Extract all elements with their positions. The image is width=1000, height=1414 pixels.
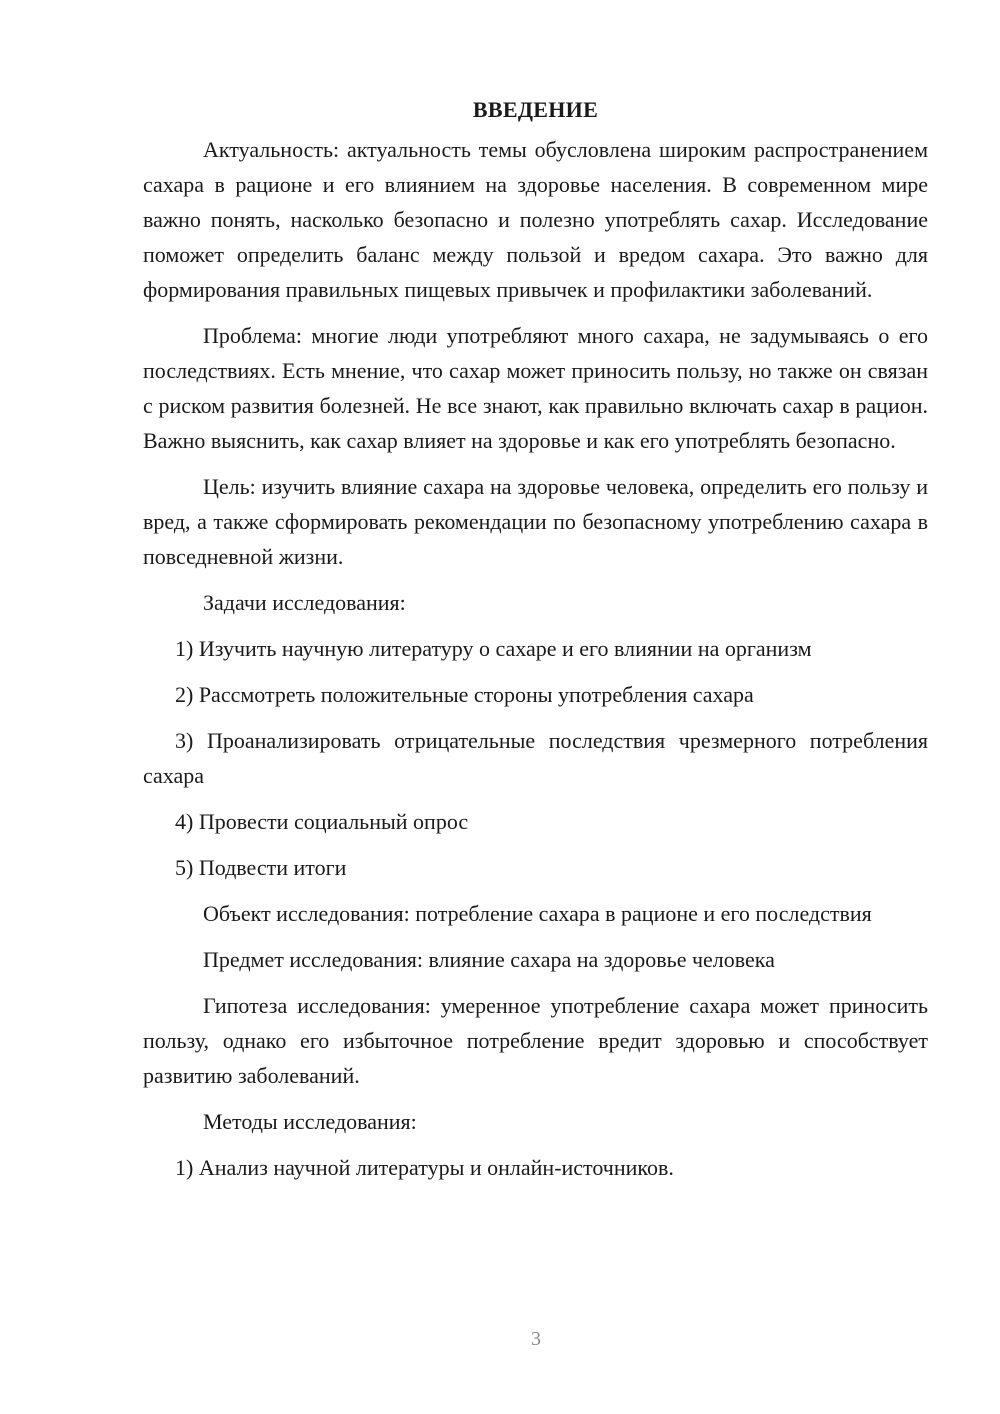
paragraph-problem: Проблема: многие люди употребляют много сахара, не задумываясь о его последствиях. Есть мнение, что сахар может приносить пользу, но также он связан с риском развития болезней. Не все знают, как правильно включать сахар в рацион. Важно выяснить, как сахар влияет на здоровье и как его употреблять безопасно. bbox=[143, 323, 928, 453]
task-item-3: 3) Проанализировать отрицательные последствия чрезмерного потребления сахара bbox=[143, 728, 928, 788]
task-item-2: 2) Рассмотреть положительные стороны употребления сахара bbox=[175, 682, 754, 707]
paragraph-object: Объект исследования: потребление сахара в рационе и его последствия bbox=[203, 901, 872, 926]
paragraph-relevance: Актуальность: актуальность темы обусловлена широким распространением сахара в рационе и его влиянием на здоровье населения. В современном мире важно понять, насколько безопасно и полезно употреблять сахар. Исследование поможет определить баланс между пользой и вредом сахара. Это важно для формирования правильных пищевых привычек и профилактики заболеваний. bbox=[143, 137, 928, 302]
task-item-4: 4) Провести социальный опрос bbox=[175, 809, 469, 834]
page-number: 3 bbox=[531, 1328, 541, 1350]
tasks-heading: Задачи исследования: bbox=[203, 590, 406, 615]
paragraph-goal: Цель: изучить влияние сахара на здоровье человека, определить его пользу и вред, а также сформировать рекомендации по безопасному употреблению сахара в повседневной жизни. bbox=[143, 474, 928, 569]
task-item-5: 5) Подвести итоги bbox=[175, 855, 347, 880]
section-title: ВВЕДЕНИЕ bbox=[472, 97, 599, 122]
method-item-1: 1) Анализ научной литературы и онлайн-источников. bbox=[175, 1155, 674, 1180]
page-content bbox=[143, 92, 928, 1196]
paragraph-hypothesis: Гипотеза исследования: умеренное употребление сахара может приносить пользу, однако его избыточное потребление вредит здоровью и способствует развитию заболеваний. bbox=[143, 993, 928, 1088]
paragraph-subject: Предмет исследования: влияние сахара на здоровье человека bbox=[203, 947, 775, 972]
task-item-1: 1) Изучить научную литературу о сахаре и его влиянии на организм bbox=[175, 636, 812, 661]
methods-heading: Методы исследования: bbox=[203, 1109, 417, 1134]
